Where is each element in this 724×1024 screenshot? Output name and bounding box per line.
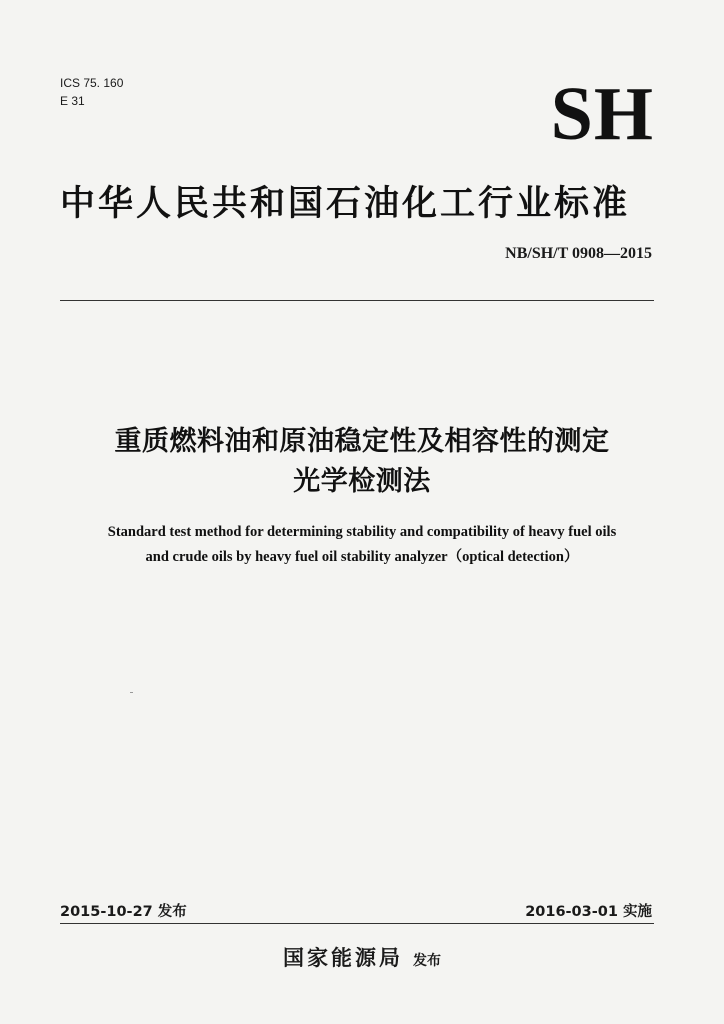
chinese-title-line-2: 光学检测法 — [293, 466, 431, 497]
standard-category-title: 中华人民共和国石油化工行业标准 — [60, 184, 631, 224]
standard-number: NB/SH/T 0908—2015 — [505, 245, 652, 262]
english-title-line-2: and crude oils by heavy fuel oil stability analyzer（optical detection） — [145, 549, 579, 565]
classification-codes — [60, 74, 123, 110]
publisher-line — [0, 942, 724, 972]
ics-code: ICS 75. 160 — [60, 76, 124, 90]
ccs-code: E 31 — [60, 94, 85, 108]
english-title-line-1: Standard test method for determining stability and compatibility of heavy fuel oils — [107, 524, 617, 540]
top-divider — [60, 300, 654, 301]
english-title — [30, 520, 694, 570]
bottom-divider — [60, 923, 654, 924]
chinese-title-line-1: 重质燃料油和原油稳定性及相容性的测定 — [114, 426, 610, 457]
scan-speck — [130, 692, 133, 693]
sh-logo: SH — [550, 72, 654, 156]
implementation-date: 2016-03-01 实施 — [525, 904, 652, 920]
chinese-title — [40, 422, 684, 502]
issue-date: 2015-10-27 发布 — [60, 904, 187, 920]
publisher-suffix: 发布 — [413, 953, 441, 969]
publisher-name: 国家能源局 — [283, 946, 403, 970]
